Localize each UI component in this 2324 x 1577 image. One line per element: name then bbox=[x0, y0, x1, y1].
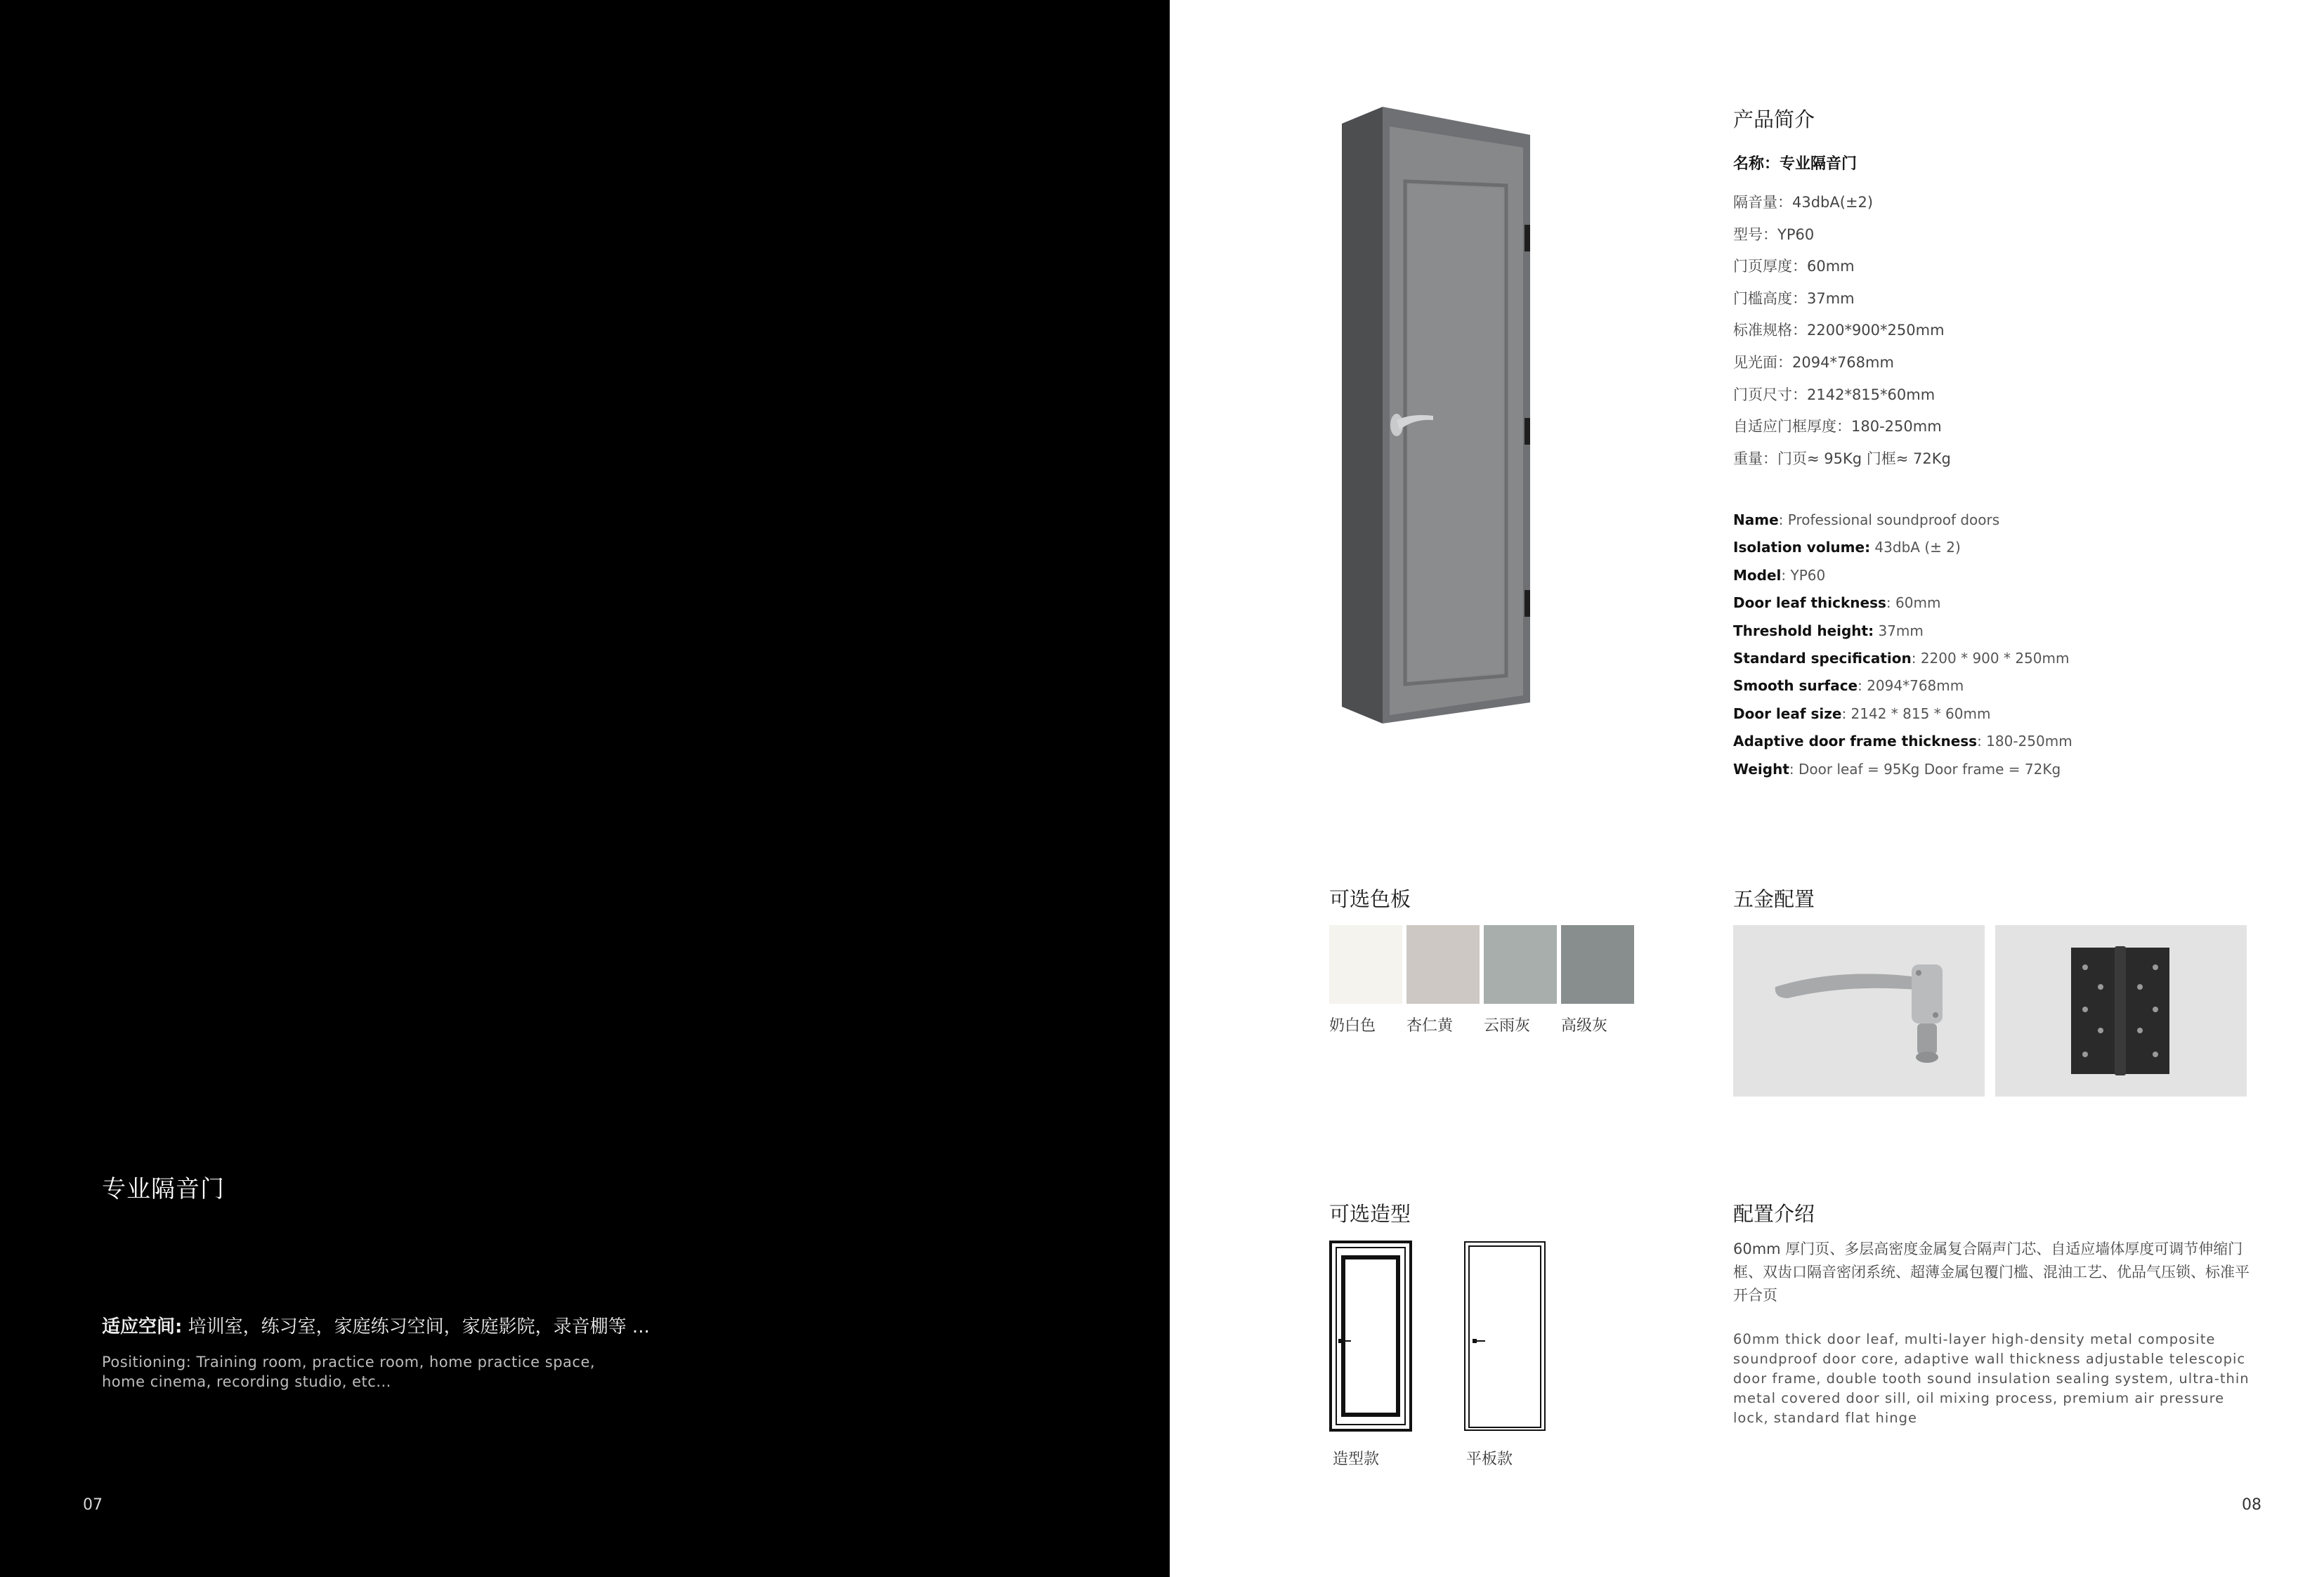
spec-en-label: Standard specification bbox=[1733, 649, 1912, 667]
spec-en-row bbox=[1733, 650, 2072, 677]
spec-en-row bbox=[1733, 594, 2072, 622]
styles-heading: 可选造型 bbox=[1329, 1202, 1411, 1226]
door-product-image bbox=[1335, 98, 1546, 731]
spec-cn-row: 重量：门页≈ 95Kg 门框≈ 72Kg bbox=[1733, 450, 1951, 467]
colors-heading: 可选色板 bbox=[1329, 887, 1411, 911]
spec-en-row bbox=[1733, 705, 2072, 733]
color-swatch-milk-white bbox=[1329, 925, 1402, 1004]
spec-en-row bbox=[1733, 733, 2072, 760]
door-hinge-image bbox=[1995, 925, 2247, 1097]
spec-cn-row: 见光面：2094*768mm bbox=[1733, 353, 1894, 371]
spec-en-row bbox=[1733, 677, 2072, 705]
color-swatch-premium-grey bbox=[1561, 925, 1634, 1004]
spec-en-label: Door leaf thickness bbox=[1733, 594, 1886, 612]
spec-cn-row: 门槛高度：37mm bbox=[1733, 289, 1855, 307]
style-label-panel: 造型款 bbox=[1333, 1451, 1380, 1468]
door-style-flat-drawing bbox=[1463, 1241, 1546, 1432]
spec-en-value: 43dbA (± 2) bbox=[1870, 539, 1961, 556]
config-text-cn: 60mm 厚门页、多层高密度金属复合隔声门芯、自适应墙体厚度可调节伸缩门框、双齿口隔音密闭系统、超薄金属包覆门槛、混油工艺、优品气压锁、标准平开合页 bbox=[1733, 1241, 2250, 1304]
applicable-spaces-text: 培训室，练习室，家庭练习空间，家庭影院，录音棚等 ... bbox=[188, 1316, 650, 1337]
door-style-panel-drawing bbox=[1329, 1241, 1412, 1432]
color-swatch-cloud-grey bbox=[1484, 925, 1557, 1004]
swatch-label: 奶白色 bbox=[1329, 1017, 1376, 1035]
spec-en-value: : Door leaf = 95Kg Door frame = 72Kg bbox=[1789, 760, 2061, 778]
positioning-en: Positioning: Training room, practice room, home practice space, home cinema, recording studio, etc... bbox=[102, 1354, 596, 1390]
intro-heading: 产品简介 bbox=[1733, 107, 1815, 131]
lever-handle-image bbox=[1733, 925, 1985, 1097]
spec-cn-row: 隔音量：43dbA(±2) bbox=[1733, 194, 1874, 211]
specs-cn-list bbox=[1733, 187, 1951, 475]
spec-en-label: Door leaf size bbox=[1733, 705, 1842, 722]
spec-en-label: Threshold height: bbox=[1733, 622, 1874, 639]
spec-en-label: Weight bbox=[1733, 760, 1789, 778]
spec-en-value: : 2200 * 900 * 250mm bbox=[1911, 649, 2070, 667]
spec-en-row bbox=[1733, 622, 2072, 650]
applicable-spaces-label: 适应空间: bbox=[102, 1316, 183, 1337]
spec-cn-row: 自适应门框厚度：180-250mm bbox=[1733, 418, 1942, 436]
spec-en-value: 37mm bbox=[1874, 622, 1924, 639]
hardware-heading: 五金配置 bbox=[1733, 887, 1815, 911]
spec-cn-row: 门页尺寸：2142*815*60mm bbox=[1733, 386, 1935, 403]
config-heading: 配置介绍 bbox=[1733, 1202, 1815, 1226]
door-hinge-icon bbox=[1995, 925, 2247, 1097]
lever-handle-icon bbox=[1733, 925, 1985, 1097]
spec-en-value: : Professional soundproof doors bbox=[1778, 511, 2000, 528]
spec-en-value: : 60mm bbox=[1886, 594, 1941, 612]
swatch-label: 云雨灰 bbox=[1484, 1017, 1531, 1035]
right-page bbox=[1170, 0, 2324, 1577]
spec-en-value: : 180-250mm bbox=[1977, 733, 2072, 750]
spec-en-label: Isolation volume: bbox=[1733, 539, 1871, 556]
style-label-flat: 平板款 bbox=[1466, 1451, 1513, 1468]
spec-en-label: Adaptive door frame thickness bbox=[1733, 733, 1978, 750]
spec-cn-row: 标准规格：2200*900*250mm bbox=[1733, 322, 1945, 339]
spec-en-row bbox=[1733, 567, 2072, 594]
color-swatch-almond bbox=[1406, 925, 1480, 1004]
spec-en-value: : 2142 * 815 * 60mm bbox=[1841, 705, 1991, 722]
spec-cn-row: 门页厚度：60mm bbox=[1733, 258, 1855, 275]
spec-en-value: : 2094*768mm bbox=[1858, 677, 1964, 695]
swatch-label: 高级灰 bbox=[1561, 1017, 1608, 1035]
spec-en-value: : YP60 bbox=[1781, 566, 1826, 584]
applicable-spaces bbox=[102, 1312, 650, 1338]
page-number-right: 08 bbox=[2242, 1496, 2261, 1514]
spec-name-cn: 名称：专业隔音门 bbox=[1733, 155, 1858, 173]
spec-cn-row: 型号：YP60 bbox=[1733, 225, 1815, 243]
spec-en-row bbox=[1733, 511, 2072, 539]
page-number-left: 07 bbox=[83, 1496, 103, 1514]
config-text-en: 60mm thick door leaf, multi-layer high-density metal composite soundproof door core, adaptive wall thickness adjustable telescopic door frame, double tooth sound insulation sealing system, ultra-thin metal covered door sill, oil mixing process, premium air pressure lock, standard flat hinge bbox=[1733, 1331, 2250, 1426]
spec-en-label: Model bbox=[1733, 566, 1782, 584]
spec-en-label: Smooth surface bbox=[1733, 677, 1858, 695]
product-title: 专业隔音门 bbox=[102, 1175, 225, 1203]
spec-en-row bbox=[1733, 761, 2072, 788]
spec-en-row bbox=[1733, 539, 2072, 566]
specs-en-list bbox=[1733, 511, 2072, 788]
spec-en-label: Name bbox=[1733, 511, 1779, 528]
swatch-label: 杏仁黄 bbox=[1406, 1017, 1454, 1035]
